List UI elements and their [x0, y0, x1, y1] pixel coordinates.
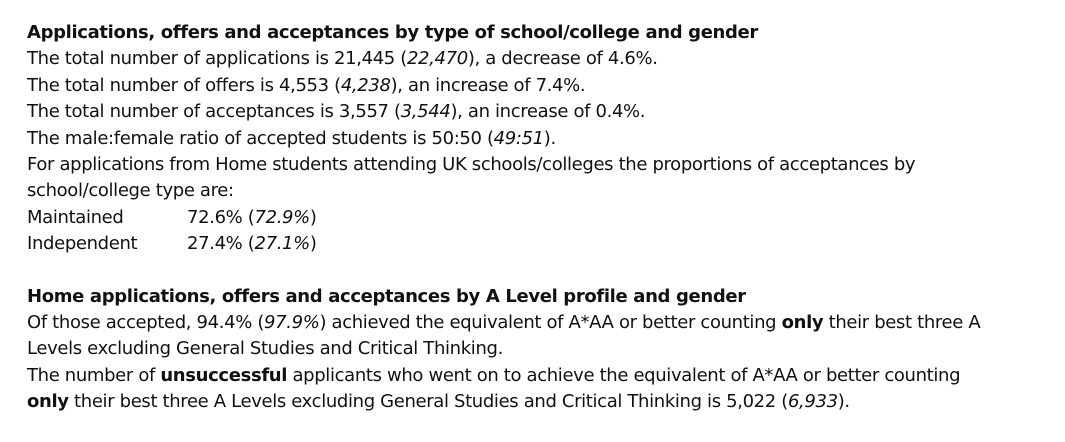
previous-year-value: 97.9% — [264, 312, 320, 334]
previous-year-value: 27.1% — [254, 233, 310, 255]
school-type-intro-line2: school/college type are: — [27, 180, 234, 202]
offers-line: The total number of offers is 4,553 (4,238), an increase of 7.4%. — [27, 74, 586, 96]
accepted-a-level-line2: Levels excluding General Studies and Critical Thinking. — [27, 338, 503, 360]
emphasis-only: only — [781, 312, 824, 334]
school-type-row-maintained: Maintained 72.6% ( 72.9% ) — [27, 205, 1057, 231]
document — [27, 20, 1057, 416]
previous-year-value: 22,470 — [406, 48, 468, 70]
emphasis-unsuccessful: unsuccessful — [160, 364, 288, 386]
section-spacer — [27, 258, 1057, 284]
section-heading-a-level: Home applications, offers and acceptances by A Level profile and gender — [27, 285, 746, 307]
acceptances-line: The total number of acceptances is 3,557 (3,544), an increase of 0.4%. — [27, 101, 646, 123]
school-type-name: Maintained — [27, 206, 124, 228]
accepted-a-level-line1: Of those accepted, 94.4% (97.9%) achieved the equivalent of A*AA or better counting only their best three A — [27, 312, 981, 334]
emphasis-only: only — [27, 391, 69, 413]
unsuccessful-line1: The number of unsuccessful applicants who went on to achieve the equivalent of A*AA or better counting — [27, 364, 961, 386]
gender-ratio-line: The male:female ratio of accepted students is 50:50 (49:51). — [27, 127, 556, 149]
applications-line: The total number of applications is 21,445 (22,470), a decrease of 4.6%. — [27, 48, 658, 70]
previous-year-value: 49:51 — [493, 127, 544, 149]
previous-year-value: 4,238 — [340, 74, 391, 96]
previous-year-value: 6,933 — [787, 391, 838, 413]
school-type-name: Independent — [27, 233, 138, 255]
section-heading-school-type: Applications, offers and acceptances by type of school/college and gender — [27, 22, 758, 43]
school-type-row-independent: Independent 27.4% ( 27.1% ) — [27, 231, 1057, 257]
previous-year-value: 72.9% — [254, 206, 310, 228]
unsuccessful-line2: only their best three A Levels excluding General Studies and Critical Thinking is 5,022 (6,933). — [27, 391, 850, 413]
previous-year-value: 3,544 — [400, 101, 451, 123]
school-type-intro-line1: For applications from Home students attending UK schools/colleges the proportions of acceptances by — [27, 154, 916, 176]
